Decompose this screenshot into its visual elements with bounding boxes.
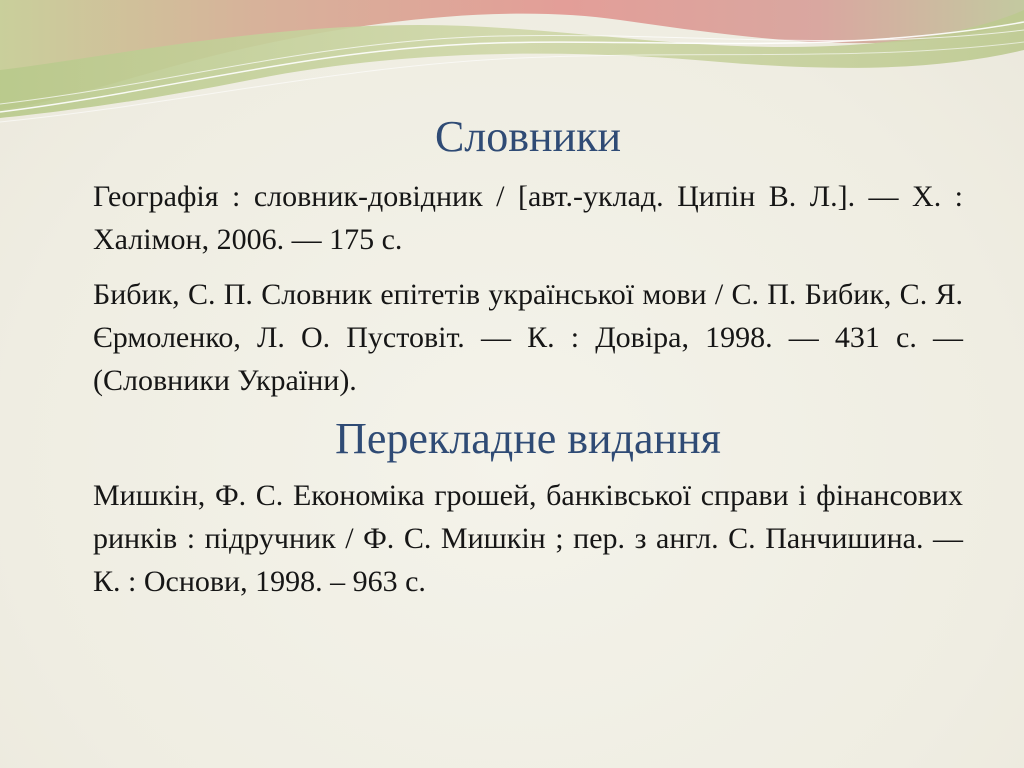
- entry-geography: Географія : словник-довідник / [авт.-уклад. Ципін В. Л.]. — Х. : Халімон, 2006. — 175 с.: [93, 179, 963, 256]
- entry-mishkin: Мишкін, Ф. С. Економіка грошей, банківської справи і фінансових ринків : підручник / Ф. С. Мишкін ; пер. з англ. С. Панчишина. — К. : Основи, 1998. – 963 с.: [93, 479, 963, 599]
- slide-content: [93, 112, 963, 615]
- entry-bybyk: Бибик, С. П. Словник епітетів української мови / С. П. Бибик, С. Я. Єрмоленко, Л. О. Пустовіт. — К. : Довіра, 1998. — 431 с. — (Словники України).: [93, 277, 963, 397]
- heading-translated: Перекладне видання: [335, 413, 721, 463]
- heading-dictionaries: Словники: [434, 112, 622, 161]
- wave-decoration: [0, 0, 1024, 130]
